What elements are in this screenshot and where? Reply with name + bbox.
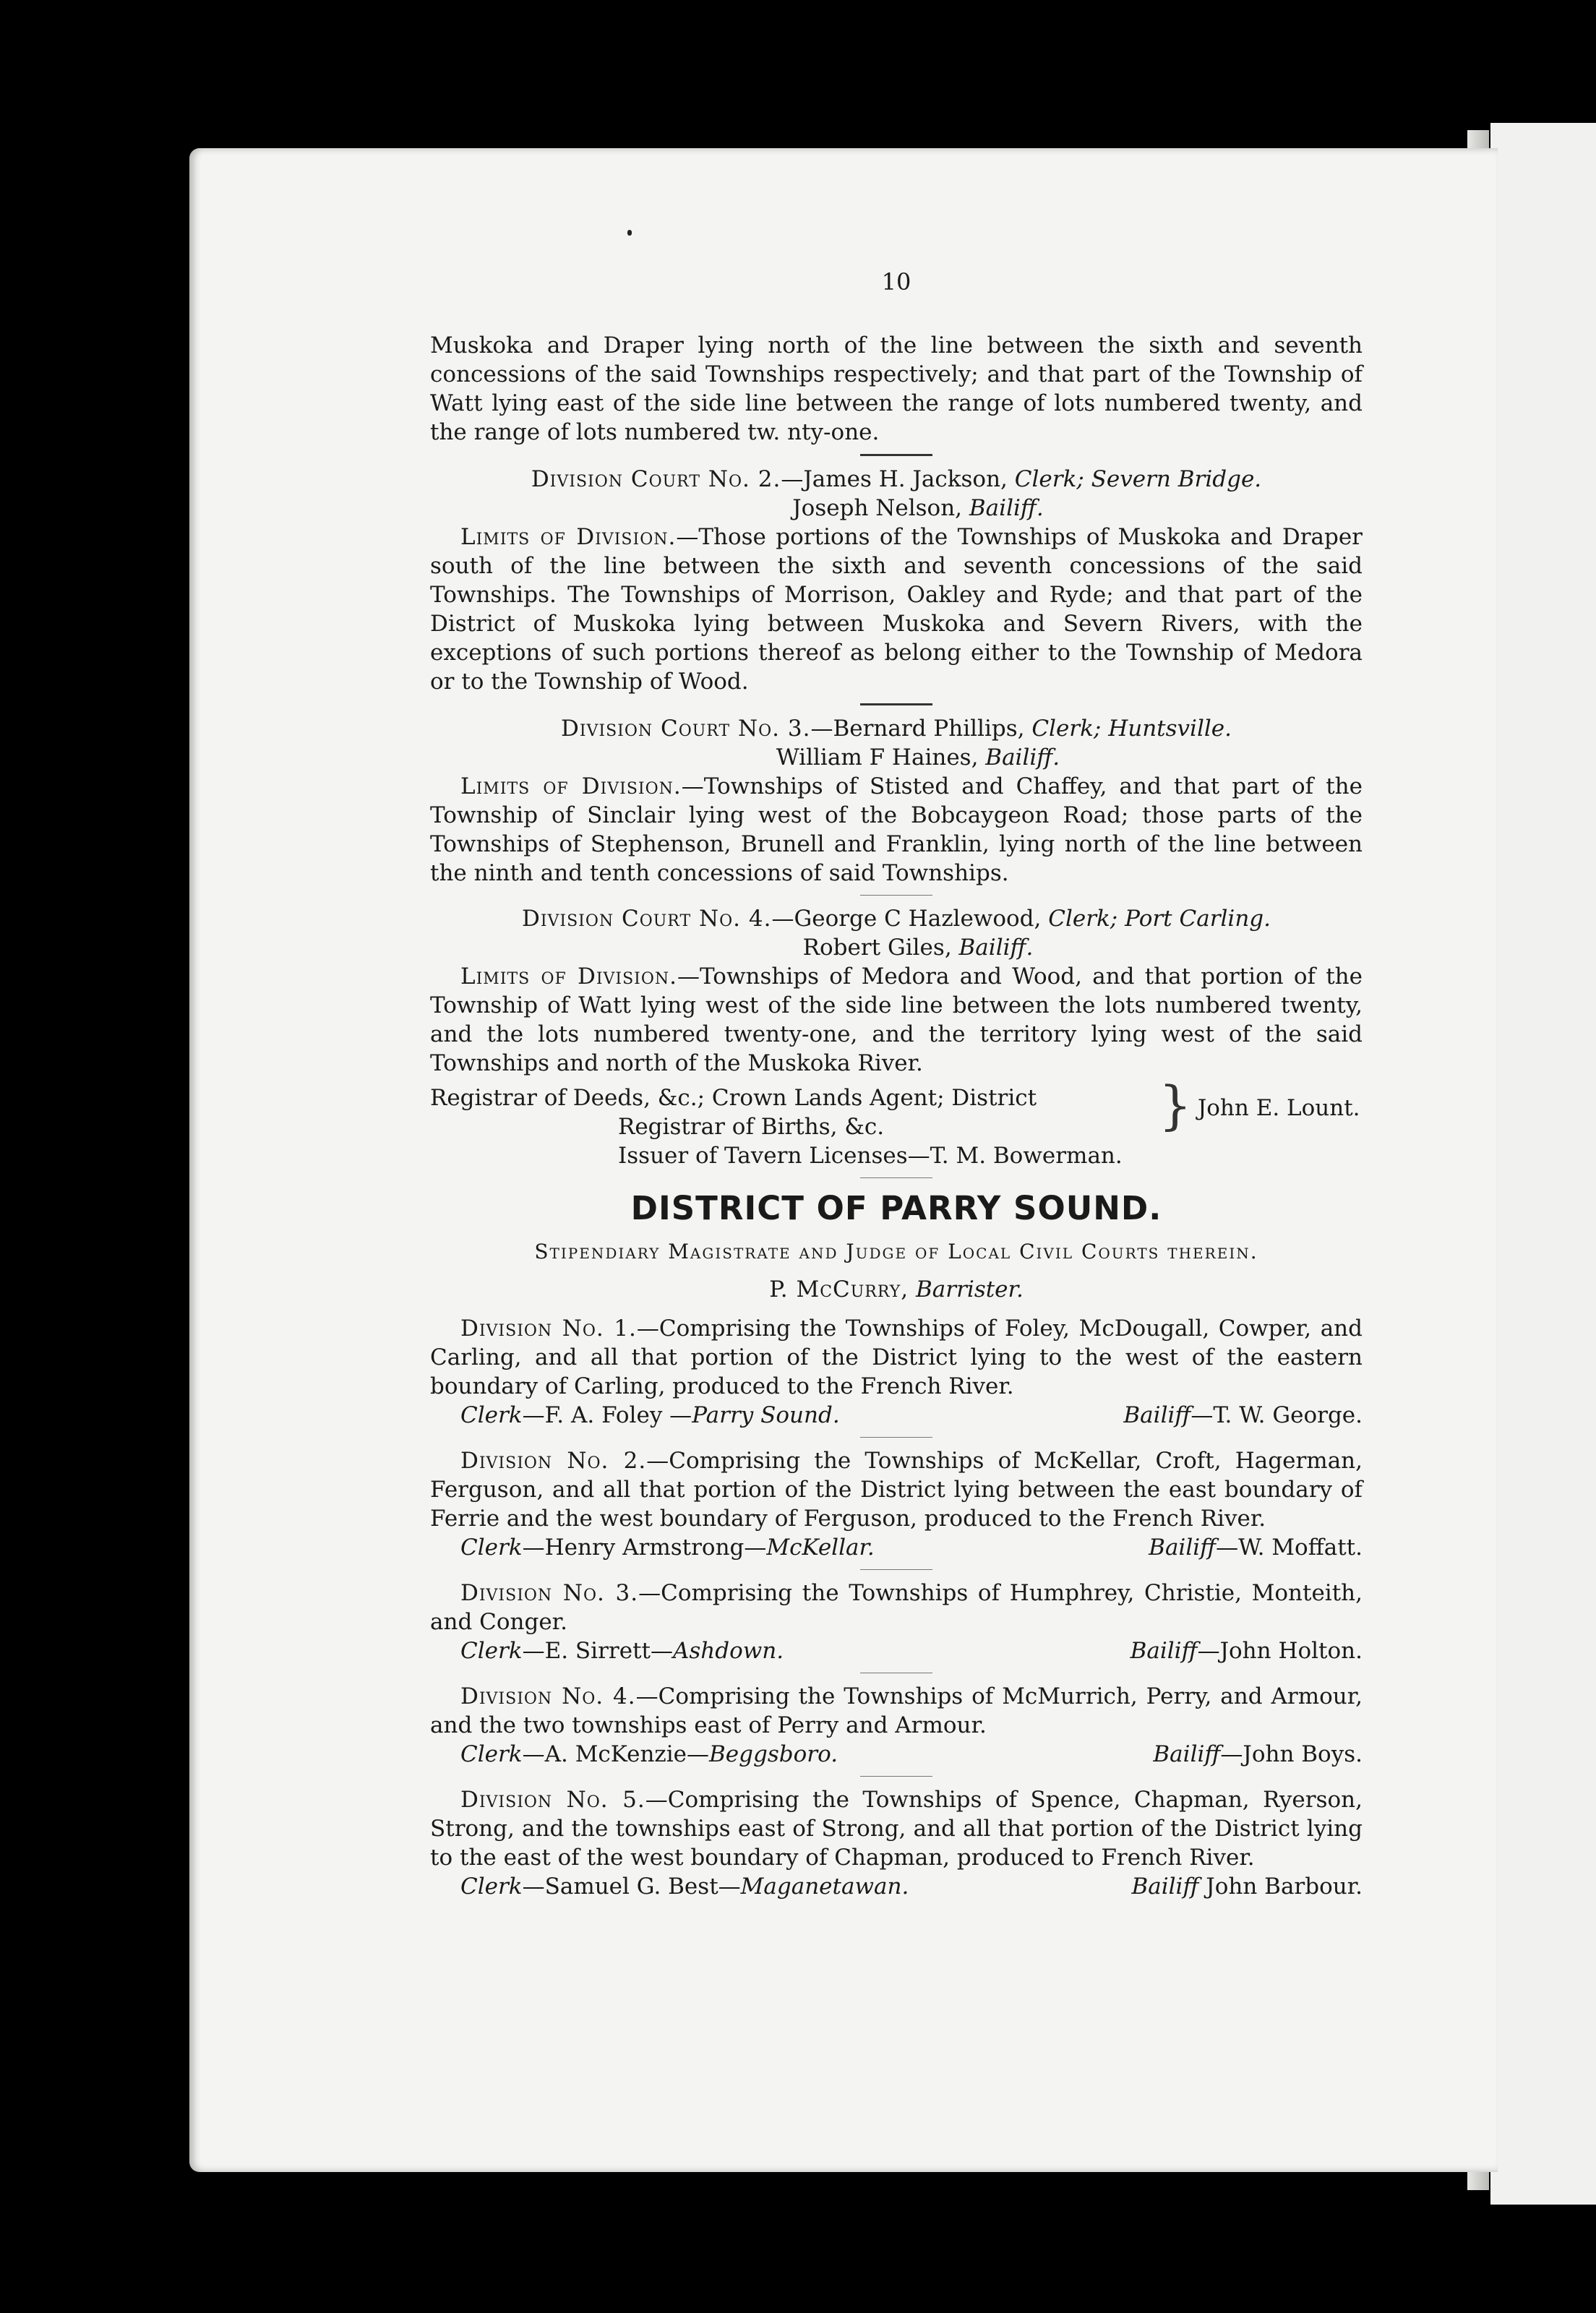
tavern-issuer: Issuer of Tavern Licenses—T. M. Bowerman. [618, 1143, 1123, 1169]
intro-paragraph: Muskoka and Draper lying north of the line between the sixth and seventh concessions of the said Townships respectively; and that part of the Township of Watt lying east of the side line between the range of lots numbered twenty, and the range of lots numbered tw. nty-one. [430, 332, 1363, 445]
brace-glyph: } [1159, 1075, 1192, 1136]
registrar-line-2: Registrar of Births, &c. [618, 1114, 885, 1140]
division-1: Division No. 1.—Comprising the Townships of Foley, McDougall, Cowper, and Carling, and all that portion of the District lying to the west of the eastern boundary of Carling, produced to the French River. Clerk—F. A. Foley —Parry Sound. Bailiff—T. W. George. [430, 1316, 1363, 1428]
division-5: Division No. 5.—Comprising the Townships of Spence, Chapman, Ryerson, Strong, and the townships east of Strong, and all that portion of the District lying to the east of the west boundary of Chapman, produced to French River. Clerk—Samuel G. Best—Maganetawan. Bailiff John Barbour. [430, 1787, 1363, 1900]
divider [860, 895, 932, 896]
registrar-line-1: Registrar of Deeds, &c.; Crown Lands Agent; District [430, 1085, 1037, 1111]
division-3: Division No. 3.—Comprising the Townships of Humphrey, Christie, Monteith, and Conger. Clerk—E. Sirrett—Ashdown. Bailiff—John Holton. [430, 1580, 1363, 1664]
stipendiary-heading: Stipendiary Magistrate and Judge of Local Civil Courts therein. [534, 1240, 1258, 1263]
facing-page-edge [1490, 123, 1596, 2205]
division-3-officers: Clerk—E. Sirrett—Ashdown. Bailiff—John Holton. [460, 1638, 1363, 1664]
court-2-bailiff: Joseph Nelson, Bailiff. [792, 495, 1044, 521]
division-4: Division No. 4.—Comprising the Townships of McMurrich, Perry, and Armour, and the two townships east of Perry and Armour. Clerk—A. McKenzie—Beggsboro. Bailiff—John Boys. [430, 1683, 1363, 1767]
page-content [430, 267, 1363, 1901]
speck [627, 230, 632, 236]
court-2-limits: Limits of Division.—Those portions of the Townships of Muskoka and Draper south of the line between the sixth and seventh concessions of the said Townships. The Townships of Morrison, Oakley and Ryde; and that part of the District of Muskoka lying between Muskoka and Severn Rivers, with the exceptions of such portions thereof as belong either to the Township of Medora or to the Township of Wood. [430, 524, 1363, 695]
judge-line: P. McCurry, Barrister. [769, 1276, 1024, 1303]
court-3-limits: Limits of Division.—Townships of Stisted and Chaffey, and that part of the Township of Sinclair lying west of the Bobcaygeon Road; those parts of the Townships of Stephenson, Brunell and Franklin, lying north of the line between the ninth and tenth concessions of said Townships. [430, 773, 1363, 886]
divider [860, 703, 932, 705]
division-2-officers: Clerk—Henry Armstrong—McKellar. Bailiff—W. Moffatt. [460, 1535, 1363, 1561]
district-title: DISTRICT OF PARRY SOUND. [630, 1189, 1162, 1227]
divider [860, 1437, 932, 1438]
division-4-officers: Clerk—A. McKenzie—Beggsboro. Bailiff—John Boys. [460, 1741, 1363, 1767]
division-1-officers: Clerk—F. A. Foley —Parry Sound. Bailiff—T. W. George. [460, 1402, 1363, 1428]
court-4-heading: Division Court No. 4.—George C Hazlewood, Clerk; Port Carling. [521, 906, 1271, 932]
court-3-heading: Division Court No. 3.—Bernard Phillips, Clerk; Huntsville. [560, 716, 1232, 742]
divider [860, 1569, 932, 1570]
page-number: 10 [881, 268, 911, 296]
court-4-bailiff: Robert Giles, Bailiff. [802, 935, 1034, 961]
division-2: Division No. 2.—Comprising the Townships of McKellar, Croft, Hagerman, Ferguson, and all that portion of the District lying between the east boundary of Ferrie and the west boundary of Ferguson, produced to the French River. Clerk—Henry Armstrong—McKellar. Bailiff—W. Moffatt. [430, 1448, 1363, 1561]
divider [860, 454, 932, 456]
divider [860, 1177, 932, 1178]
court-4-limits: Limits of Division.—Townships of Medora and Wood, and that portion of the Township of Watt lying west of the side line between the lots numbered twenty, and the lots numbered twenty-one, and the territory lying west of the said Townships and north of the Muskoka River. [430, 964, 1363, 1076]
registrar-name: John E. Lount. [1197, 1095, 1360, 1121]
court-2-heading: Division Court No. 2.—James H. Jackson, Clerk; Severn Bridge. [531, 466, 1262, 492]
registrar-block [430, 1075, 1363, 1141]
divider [860, 1776, 932, 1777]
court-3-bailiff: William F Haines, Bailiff. [776, 744, 1060, 771]
division-5-officers: Clerk—Samuel G. Best—Maganetawan. Bailiff John Barbour. [460, 1874, 1363, 1900]
